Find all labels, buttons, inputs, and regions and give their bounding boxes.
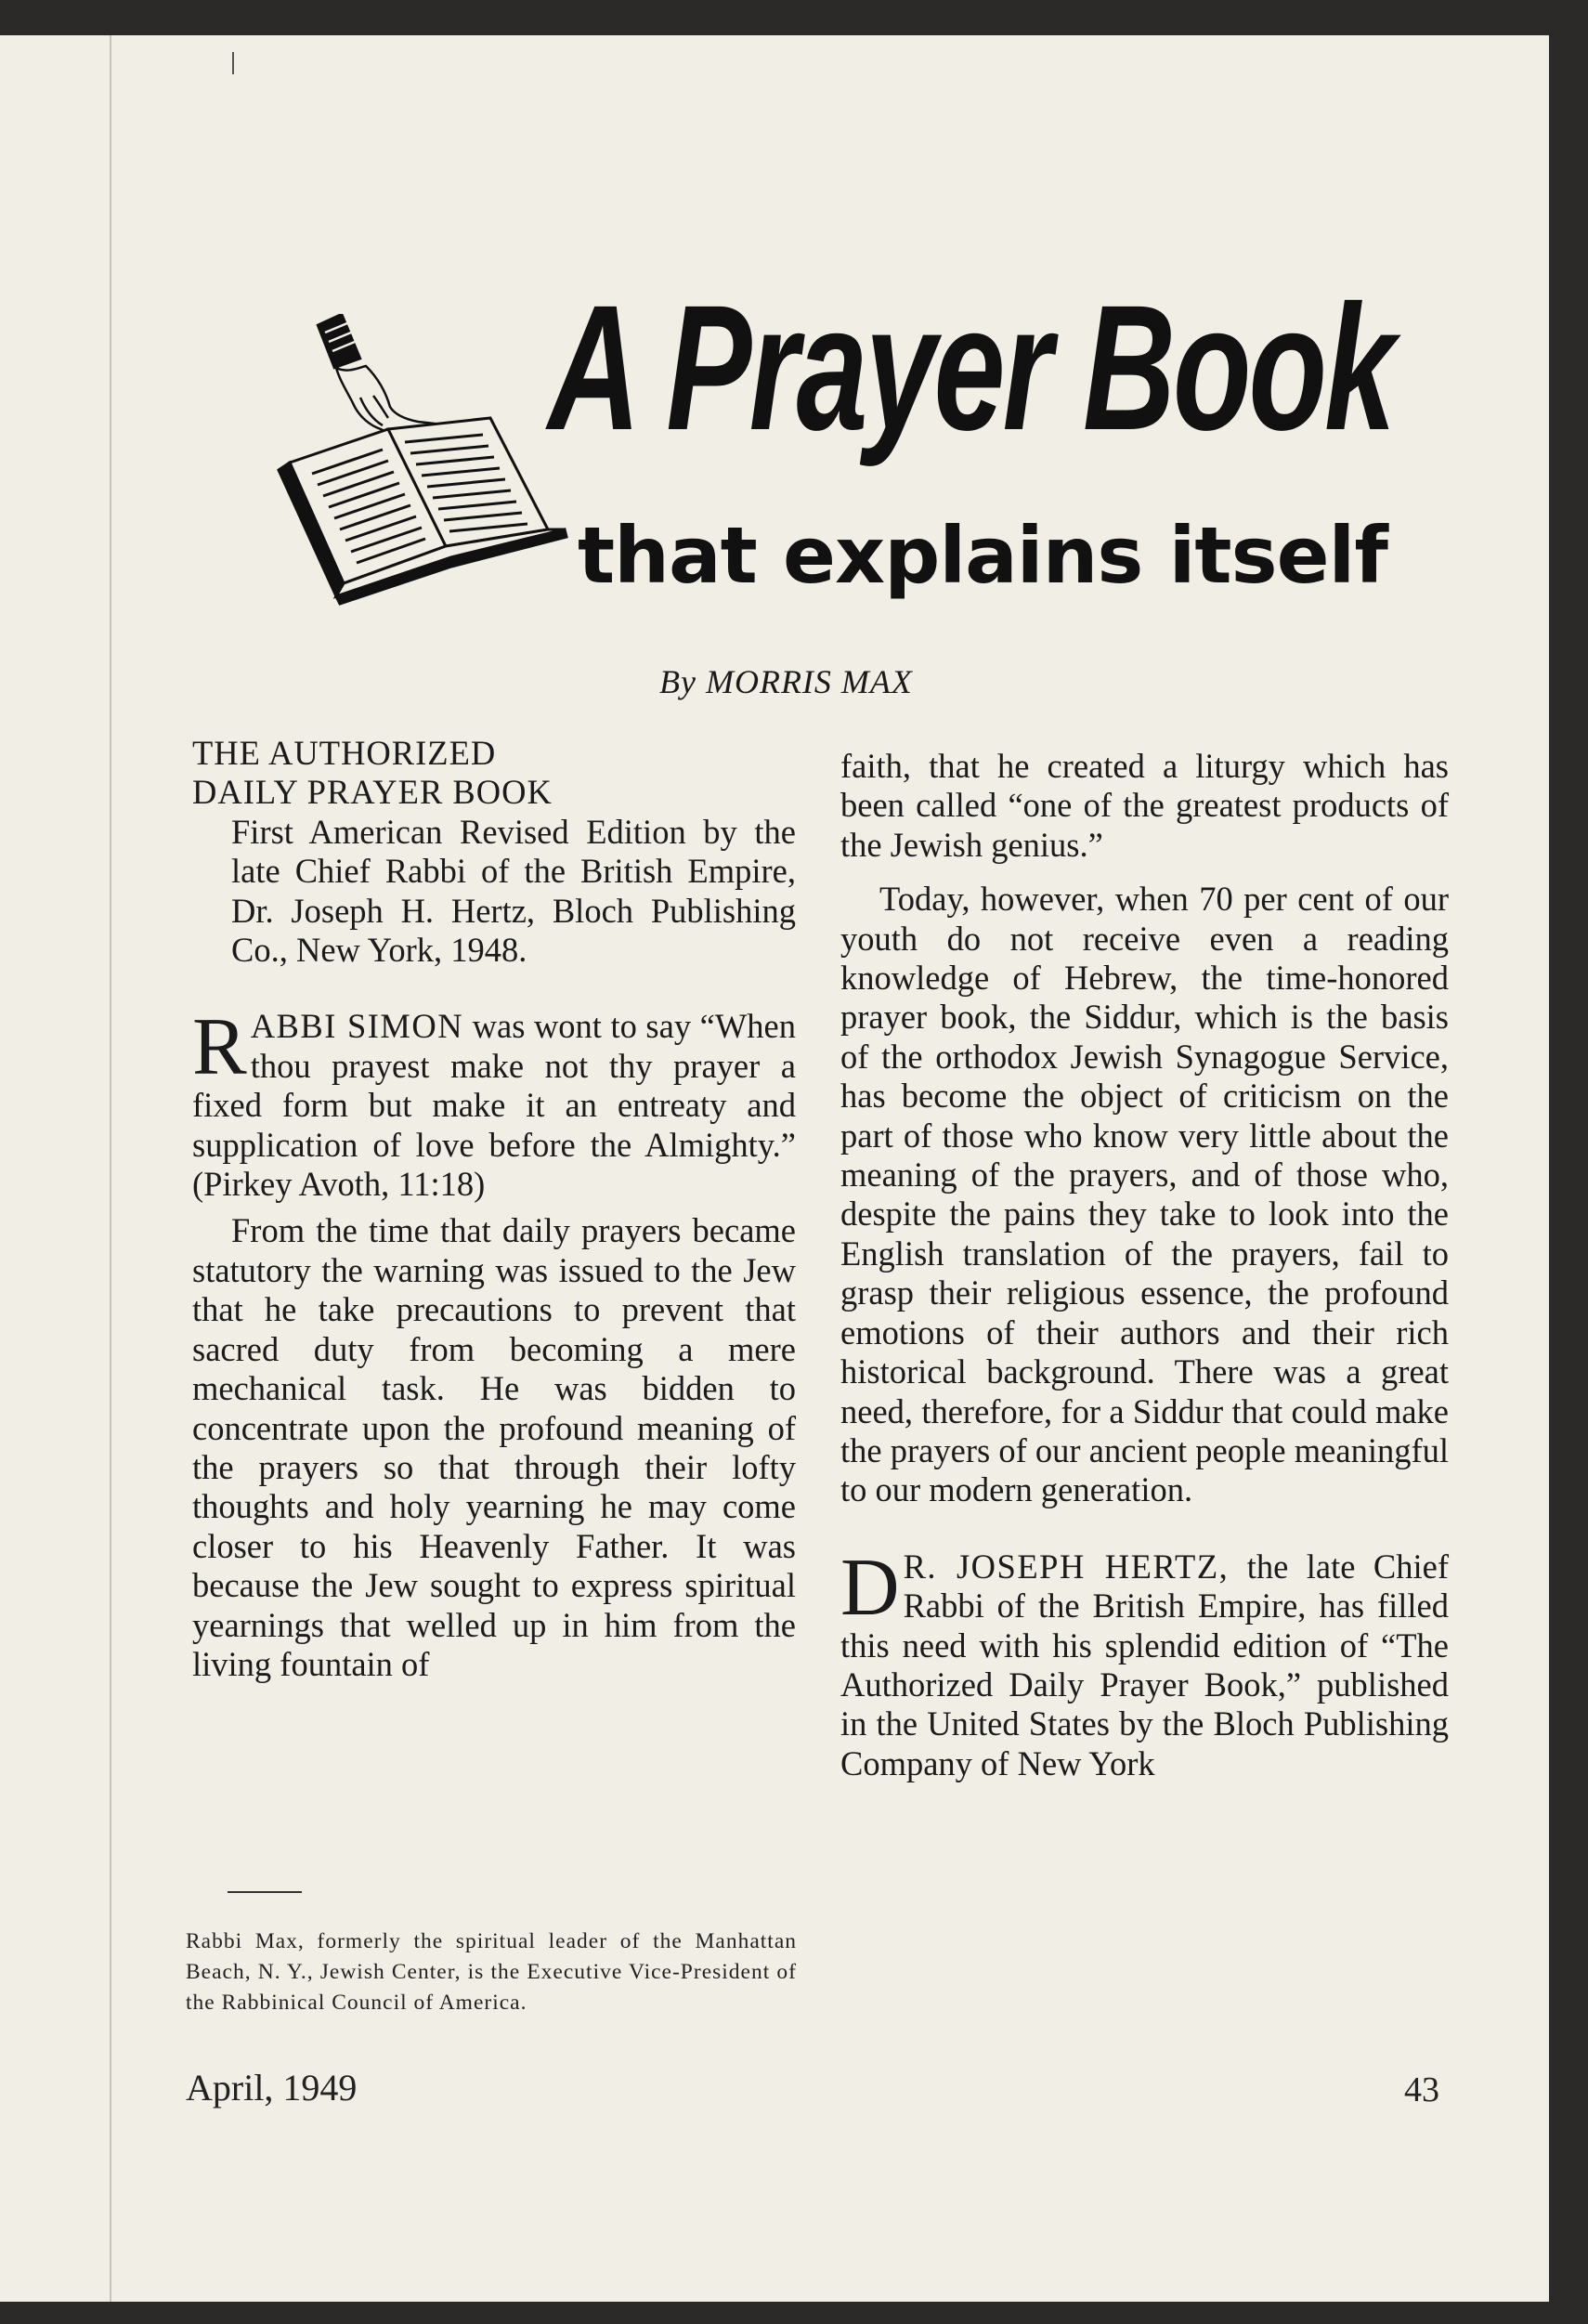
paragraph: From the time that daily prayers became statutory the warning was issued to the Jew that he take precautions to prevent that sacred duty from becoming a mere mechanical task. He was bidden to concentrate upon the profound meaning of the prayers so that through their lofty thoughts and holy yearning he may come closer to his Heavenly Father. It was because the Jew sought to express spiritual yearnings that welled up in him from the living fountain of bbox=[192, 1211, 796, 1683]
article-subtitle: that explains itself bbox=[578, 510, 1387, 601]
small-caps-lead: ABBI SIMON bbox=[250, 1007, 464, 1046]
footnote-rule bbox=[228, 1891, 302, 1893]
issue-date: April, 1949 bbox=[186, 2067, 358, 2109]
paragraph: faith, that he created a liturgy which has been called “one of the greatest products of the Jewish genius.” bbox=[840, 747, 1449, 864]
drop-cap: R bbox=[192, 1002, 247, 1093]
paragraph bbox=[192, 1002, 796, 1204]
paragraph bbox=[840, 1542, 1449, 1783]
byline: By MORRIS MAX bbox=[659, 663, 913, 700]
book-title-line1: THE AUTHORIZED bbox=[192, 734, 497, 772]
article-title: A Prayer Book bbox=[548, 268, 1394, 467]
drop-cap: D bbox=[840, 1542, 900, 1633]
small-caps-lead: R. JOSEPH HERTZ, bbox=[903, 1547, 1230, 1586]
left-column bbox=[192, 734, 796, 1684]
book-title-line2: DAILY PRAYER BOOK bbox=[192, 773, 553, 812]
magazine-page bbox=[0, 35, 1549, 2302]
book-details: First American Revised Edition by the late Chief Rabbi of the British Empire, Dr. Joseph H. Hertz, Bloch Publishing Co., New York, 1948. bbox=[231, 812, 796, 970]
right-column bbox=[840, 747, 1449, 1783]
page-number: 43 bbox=[1404, 2070, 1439, 2109]
paragraph-text: was wont to say “When thou prayest make not thy prayer a fixed form but make it an entreaty and supplication of love before the Almighty.” (Pirkey Avoth, 11:18) bbox=[192, 1007, 796, 1204]
paragraph: Today, however, when 70 per cent of our youth do not receive even a reading knowledge of Hebrew, the time-honored prayer book, the Siddur, which is the basis of the orthodox Jewish Synagogue Service, has become the object of criticism on the part of those who know very little about the meaning of the prayers, and of those who, despite the pains they take to look into the English translation of the prayers, fail to grasp their religious essence, the profound emotions of their authors and their rich historical background. There was a great need, therefore, for a Siddur that could make the prayers of our ancient people meaningful to our modern generation. bbox=[840, 880, 1449, 1509]
book-reference bbox=[192, 734, 796, 970]
binding-gutter bbox=[110, 35, 111, 2302]
paragraph-text: the late Chief Rabbi of the British Empire, has filled this need with his splendid edition of “The Authorized Daily Prayer Book,” published in the United States by the Bloch Publishing Company of New York bbox=[840, 1547, 1449, 1782]
margin-mark bbox=[232, 52, 234, 74]
footnote: Rabbi Max, formerly the spiritual leader of the Manhattan Beach, N. Y., Jewish Center, is the Executive Vice-President of the Rabbinical Council of America. bbox=[186, 1929, 797, 2015]
hand-holding-open-book-icon bbox=[269, 314, 576, 611]
